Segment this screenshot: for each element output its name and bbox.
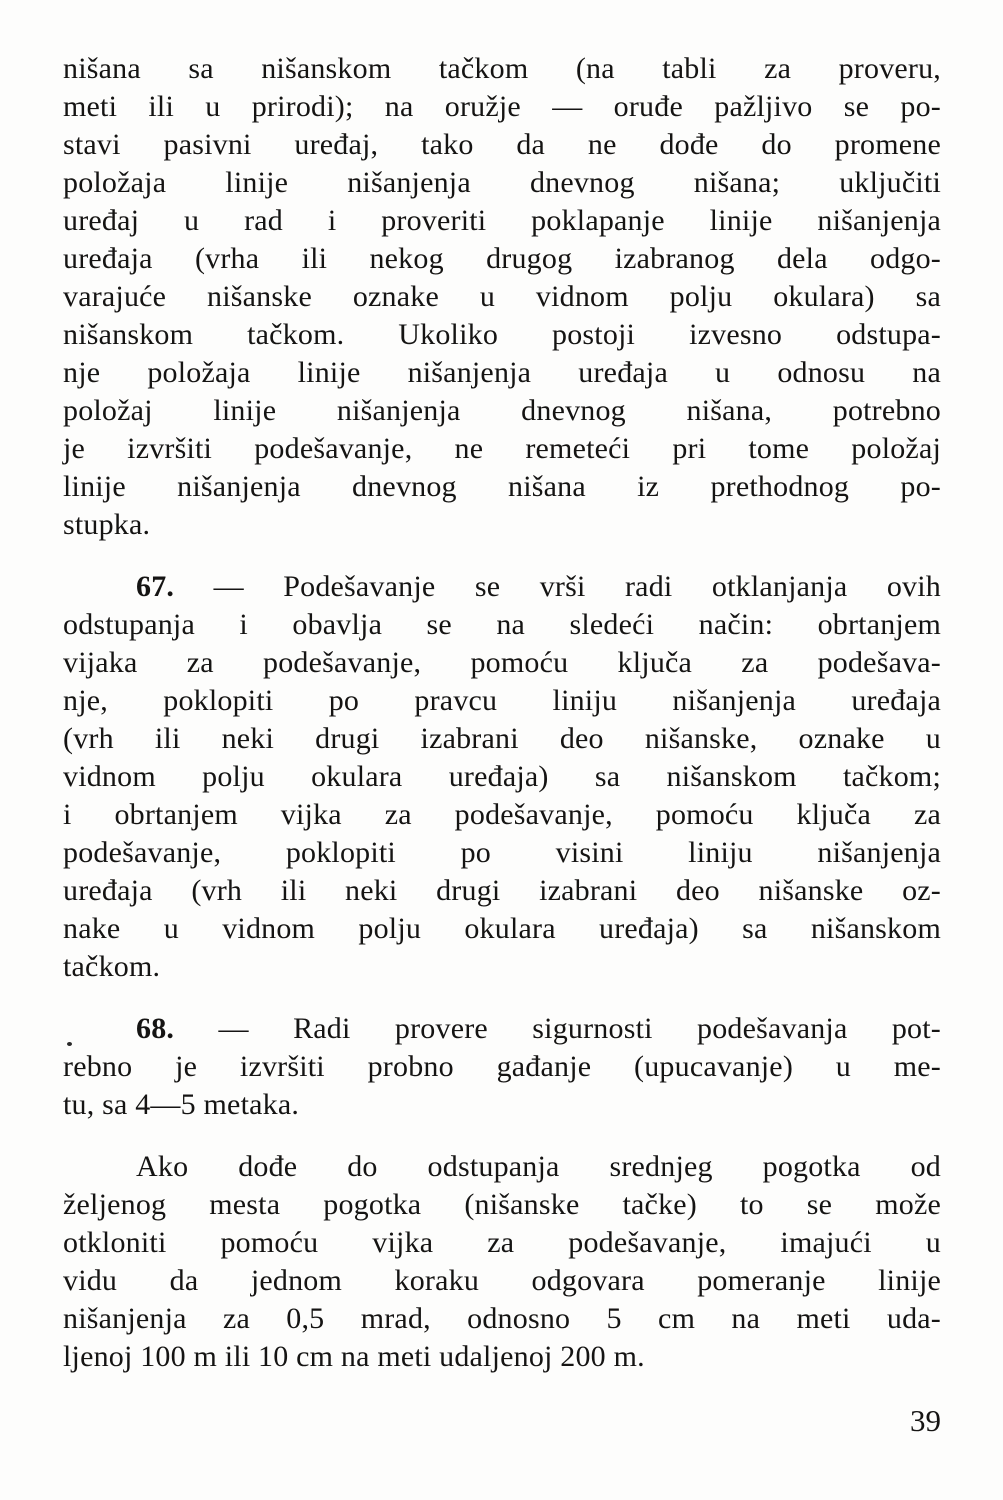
text-line: nišana sa nišanskom tačkom (na tabli za proveru, [63, 52, 941, 85]
paragraph-closing [63, 1148, 941, 1376]
text-line: rebno je izvršiti probno gađanje (upucavanje) u me- [63, 1050, 941, 1083]
text-line: tu, sa 4—5 metaka. [63, 1088, 300, 1121]
text-line: uređaja (vrha ili nekog drugog izabranog dela odgo- [63, 242, 941, 275]
text-line: je izvršiti podešavanje, ne remeteći pri tome položaj [63, 432, 941, 465]
text-line: željenog mesta pogotka (nišanske tačke) to se može [63, 1188, 941, 1221]
text-line: 67. — Podešavanje se vrši radi otklanjanja ovih [136, 570, 941, 603]
paragraph-number: 67. [136, 570, 175, 603]
ink-speck-artifact [67, 1042, 72, 1046]
paragraph-67 [63, 568, 941, 986]
text-line: otkloniti pomoću vijka za podešavanje, imajući u [63, 1226, 941, 1259]
text-line: 68. — Radi provere sigurnosti podešavanja pot- [136, 1012, 941, 1045]
text-line: varajuće nišanske oznake u vidnom polju okulara) sa [63, 280, 941, 313]
text-line: nake u vidnom polju okulara uređaja) sa nišanskom [63, 912, 941, 945]
text-line: stavi pasivni uređaj, tako da ne dođe do promene [63, 128, 941, 161]
text-line: vijaka za podešavanje, pomoću ključa za podešava- [63, 646, 941, 679]
paragraph-68 [63, 1010, 941, 1124]
text-line: meti ili u prirodi); na oružje — oruđe pažljivo se po- [63, 90, 941, 123]
text-line: položaj linije nišanjenja dnevnog nišana, potrebno [63, 394, 941, 427]
text-line: i obrtanjem vijka za podešavanje, pomoću ključa za [63, 798, 941, 831]
text-line: tačkom. [63, 950, 161, 983]
text-line: nje, poklopiti po pravcu liniju nišanjenja uređaja [63, 684, 941, 717]
text-line: nje položaja linije nišanjenja uređaja u odnosu na [63, 356, 941, 389]
page-number: 39 [910, 1403, 941, 1438]
text-line: nišanskom tačkom. Ukoliko postoji izvesno odstupa- [63, 318, 941, 351]
text-line: uređaja (vrh ili neki drugi izabrani deo nišanske oz- [63, 874, 941, 907]
text-line: linije nišanjenja dnevnog nišana iz prethodnog po- [63, 470, 941, 503]
text-line: (vrh ili neki drugi izabrani deo nišanske, oznake u [63, 722, 941, 755]
text-line: ljenoj 100 m ili 10 cm na meti udaljenoj 200 m. [63, 1340, 645, 1373]
page-text-block [63, 50, 941, 1376]
text-line: vidu da jednom koraku odgovara pomeranje linije [63, 1264, 941, 1297]
text-line: uređaj u rad i proveriti poklapanje linije nišanjenja [63, 204, 941, 237]
text-line: položaja linije nišanjenja dnevnog nišana; uključiti [63, 166, 941, 199]
text-line: nišanjenja za 0,5 mrad, odnosno 5 cm na meti uda- [63, 1302, 941, 1335]
text-line: odstupanja i obavlja se na sledeći način: obrtanjem [63, 608, 941, 641]
paragraph-number: 68. [136, 1012, 175, 1045]
paragraph-continuation [63, 50, 941, 544]
text-line: vidnom polju okulara uređaja) sa nišanskom tačkom; [63, 760, 941, 793]
text-line: stupka. [63, 508, 151, 541]
text-line: Ako dođe do odstupanja srednjeg pogotka od [136, 1150, 941, 1183]
text-line: podešavanje, poklopiti po visini liniju nišanjenja [63, 836, 941, 869]
